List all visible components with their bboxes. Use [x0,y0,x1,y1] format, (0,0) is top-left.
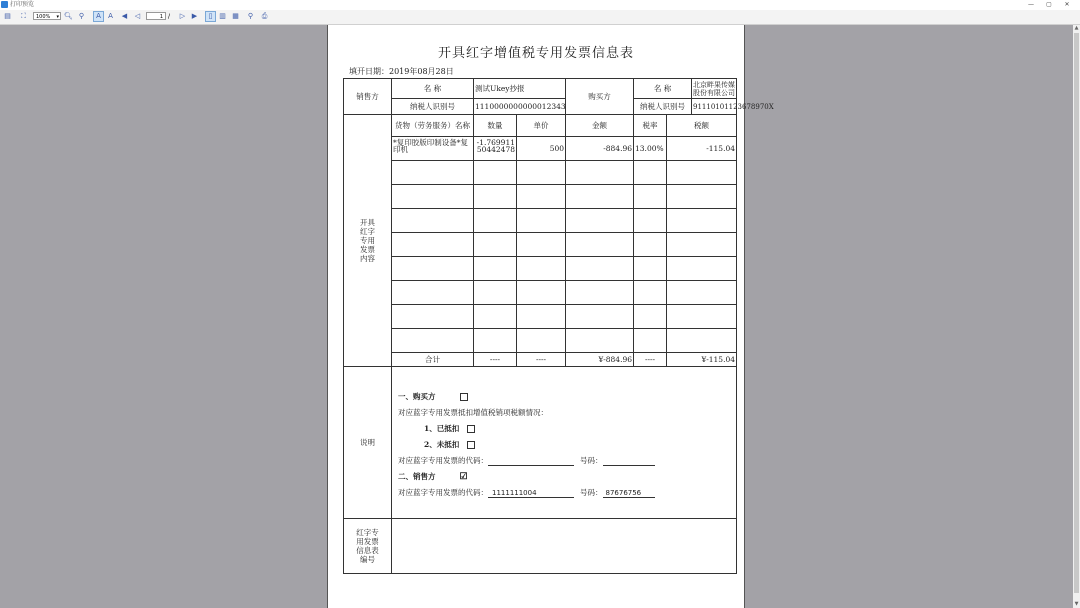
seller-label: 销售方 [344,79,392,115]
buyer-taxid-value: 91110101123678970X [693,102,774,111]
buyer-label: 购买方 [566,79,634,115]
notes-buyer: 一、购买方 [398,391,468,402]
table-row [344,257,737,281]
table-row [344,209,737,233]
buyer-code-field [488,456,574,466]
col-rate-header: 税率 [634,115,667,137]
fill-date [349,66,454,77]
notes-not-deducted: 2、未抵扣 [424,439,475,450]
item-name: *复印胶版印制设备*复印机 [392,137,474,161]
first-page-icon[interactable]: ◀ [121,12,128,20]
item-tax: -115.04 [667,137,737,161]
notes-cell [392,367,737,519]
window-titlebar [0,0,1080,10]
app-icon [1,1,8,8]
total-amount: ¥-884.96 [566,353,634,367]
deducted-checkbox[interactable] [467,425,475,433]
buyer-number-field [603,456,655,466]
content-section-label: 开具红字专用发票内容 [344,115,392,367]
buyer-taxid-cell [634,99,774,115]
fit-page-icon[interactable]: ⛶ [21,12,26,20]
table-row [344,185,737,209]
zoom-select[interactable] [33,12,61,20]
item-price: 500 [517,137,566,161]
seller-taxid-value: 1110000000000012343 [474,99,566,115]
seller-number-field: 87676756 [603,489,655,498]
table-row [344,329,737,353]
total-price: ---- [517,353,566,367]
invoice-info-table [343,78,774,574]
buyer-name-value: 北京畔果传媒股份有限公司 [693,80,736,97]
buyer-name-label: 名 称 [634,79,692,98]
col-goods-header: 货物（劳务服务）名称 [392,115,474,137]
fit-width-icon[interactable]: A [93,11,104,22]
window-title: 打印预览 [10,1,35,8]
item-qty: -1.76991150442478 [474,137,517,161]
seller-taxid-label: 纳税人识别号 [392,99,474,115]
not-deducted-checkbox[interactable] [467,441,475,449]
chevron-down-icon: ▾ [56,14,59,20]
vertical-scrollbar[interactable] [1073,25,1080,608]
last-page-icon[interactable]: ▶ [191,12,198,20]
prev-page-icon[interactable]: ◁ [134,12,141,20]
maximize-button[interactable]: ▢ [1046,1,1052,8]
notes-section-label: 说明 [344,367,392,519]
next-page-icon[interactable]: ▷ [179,12,186,20]
table-row [344,137,737,161]
minimize-button[interactable]: — [1028,1,1034,8]
page-number-input[interactable]: 1 [146,12,166,20]
close-button[interactable]: ✕ [1064,1,1070,8]
two-page-icon[interactable]: ▥ [219,12,226,20]
printer-icon[interactable]: ⎙ [261,12,268,20]
table-row [344,161,737,185]
notes-seller-code-line: 对应蓝字专用发票的代码： 1111111004 号码： 87676756 [398,487,655,498]
notes-deduct-desc: 对应蓝字专用发票抵扣增值税销项税额情况： [398,408,548,417]
seller-name-label: 名 称 [392,79,474,99]
buyer-checkbox[interactable] [460,393,468,401]
notes-deducted: 1、已抵扣 [424,423,475,434]
zoom-value: 100% [36,14,51,20]
total-row [344,353,737,367]
table-row [344,281,737,305]
preview-toolbar [0,10,1080,25]
fill-date-label: 填开日期： [349,67,389,76]
document-title: 开具红字增值税专用发票信息表 [437,46,634,61]
bottom-section-value [392,519,737,574]
seller-name-value: 测试Ukey抄报 [474,79,566,99]
actual-size-icon[interactable]: A [108,12,113,20]
col-price-header: 单价 [517,115,566,137]
fill-date-value: 2019年08月28日 [389,67,454,76]
col-amount-header: 金额 [566,115,634,137]
document-page [327,25,774,608]
print-icon[interactable]: ▤ [4,12,11,20]
total-rate: ---- [634,353,667,367]
col-tax-header: 税额 [667,115,737,137]
bottom-section-label: 红字专用发票信息表编号 [344,519,392,574]
multi-page-icon[interactable]: ▦ [232,12,239,20]
page-separator: / [168,13,171,20]
buyer-name-cell [634,79,737,99]
single-page-icon[interactable]: ▯ [205,11,216,22]
total-qty: ---- [474,353,517,367]
zoom-out-icon[interactable]: 🔍︎ [64,12,73,20]
total-label: 合计 [392,353,474,367]
scrollbar-thumb[interactable] [1074,33,1079,593]
table-row [344,305,737,329]
scroll-up-icon[interactable]: ▲ [1074,25,1079,31]
total-tax: ¥-115.04 [667,353,737,367]
notes-seller: 二、销售方 ☑ [398,472,468,482]
seller-code-field: 1111111004 [488,489,574,498]
buyer-taxid-label: 纳税人识别号 [634,99,692,114]
scroll-down-icon[interactable]: ▼ [1074,601,1079,607]
zoom-in-icon[interactable]: ⚲ [78,12,85,20]
col-qty-header: 数量 [474,115,517,137]
item-amount: -884.96 [566,137,634,161]
item-rate: 13.00% [634,137,667,161]
search-icon[interactable]: ⚲ [247,12,254,20]
seller-checkbox-checked[interactable]: ☑ [459,472,468,482]
notes-buyer-code-line: 对应蓝字专用发票的代码： 号码： [398,455,655,466]
table-row [344,233,737,257]
